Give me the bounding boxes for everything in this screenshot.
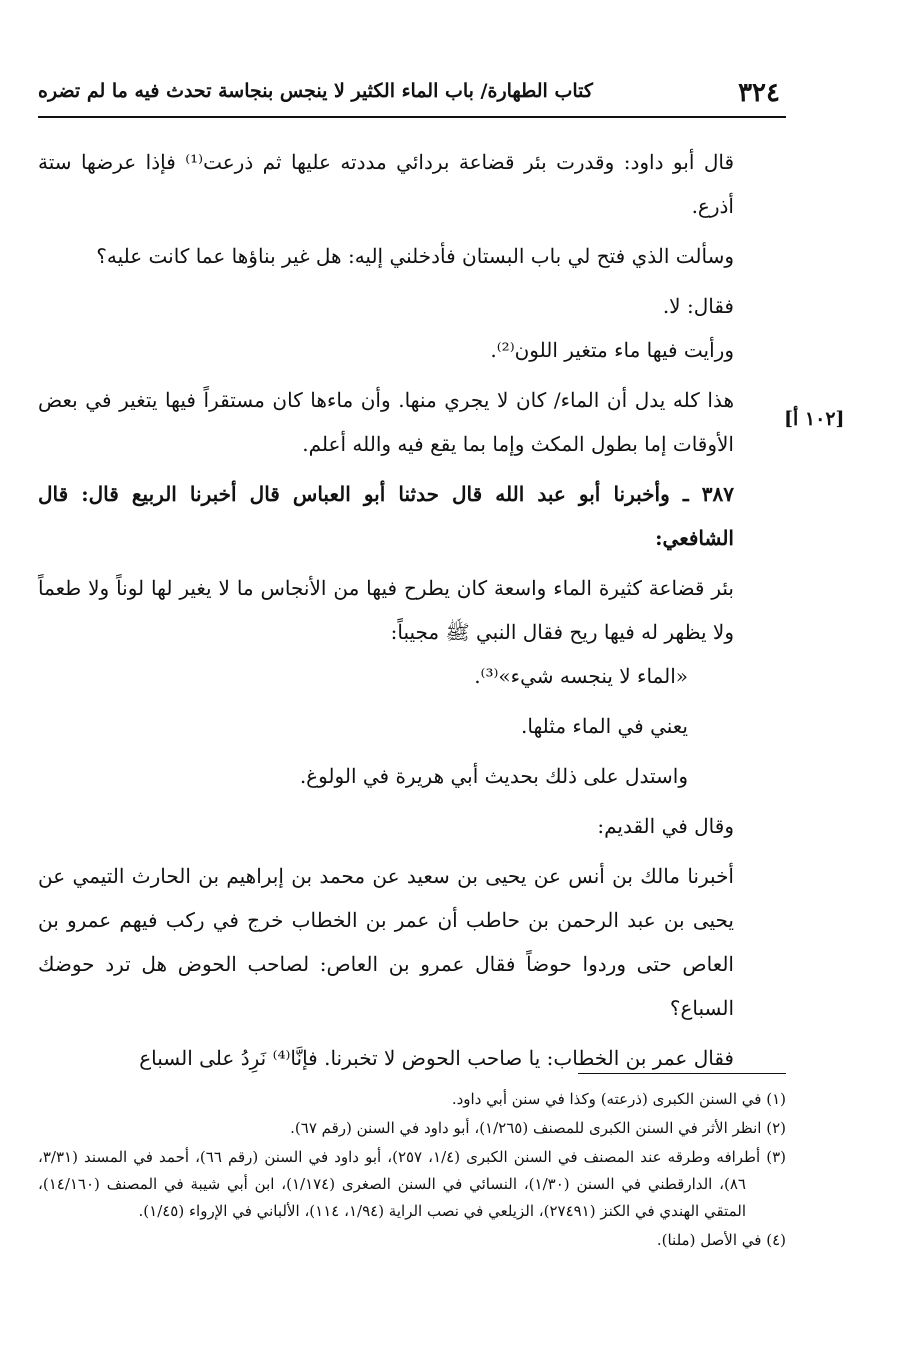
paragraph: وقال في القديم:	[597, 814, 734, 838]
footnotes	[38, 1086, 786, 1256]
main-text	[38, 140, 778, 1086]
footnote: (٢) انظر الأثر في السنن الكبرى للمصنف (١/٢٦٥)، أبو داود في السنن (رقم ٦٧).	[290, 1119, 786, 1137]
page-header	[38, 72, 786, 118]
footnote: (٤) في الأصل (ملنا).	[656, 1231, 786, 1249]
footnote: (١) في السنن الكبرى (ذرعته) وكذا في سنن أبي داود.	[451, 1090, 786, 1108]
running-title: كتاب الطهارة/ باب الماء الكثير لا ينجس بنجاسة تحدث فيه ما لم تضره	[38, 80, 593, 102]
manuscript-folio-marker: [١٠٢ أ]	[784, 408, 845, 430]
paragraph: وسألت الذي فتح لي باب البستان فأدخلني إليه: هل غير بناؤها عما كانت عليه؟	[96, 244, 734, 268]
paragraph: هذا كله يدل أن الماء/ كان لا يجري منها. وأن ماءها كان مستقراً فيها يتغير في بعض الأوقات إما بطول المكث وإما بما يقع فيه والله أعلم.	[38, 388, 734, 456]
paragraph: ورأيت فيها ماء متغير اللون⁽²⁾.	[490, 338, 734, 362]
hadith-number-paragraph: ٣٨٧ ـ وأخبرنا أبو عبد الله قال حدثنا أبو العباس قال أخبرنا الربيع قال: قال الشافعي:	[38, 482, 734, 550]
footnote: (٣) أطرافه وطرقه عند المصنف في السنن الكبرى (١/٤، ٢٥٧)، أبو داود في السنن (رقم ٦٦)، أحمد في المسند (٣/٣١، ٨٦)، الدارقطني في السنن (١/٣٠)، النسائي في السنن الصغرى (١/١٧٤)، ابن أبي شيبة في المصنف (١٤/١٦٠)، المتقي الهندي في الكنز (٢٧٤٩١)، الزيلعي في نصب الراية (١/٩٤، ١١٤)، الألباني في الإرواء (١/٤٥).	[38, 1148, 787, 1220]
paragraph: قال أبو داود: وقدرت بئر قضاعة بردائي مددته عليها ثم ذرعت⁽¹⁾ فإذا عرضها ستة أذرع.	[38, 150, 734, 218]
paragraph: أخبرنا مالك بن أنس عن يحيى بن سعيد عن محمد بن إبراهيم بن الحارث التيمي عن يحيى بن عبد الرحمن بن حاطب أن عمر بن الخطاب خرج في ركب فيهم عمرو بن العاص حتى وردوا حوضاً فقال عمرو بن العاص: لصاحب الحوض هل ترد حوضك السباع؟	[38, 864, 735, 1020]
paragraph: بئر قضاعة كثيرة الماء واسعة كان يطرح فيها من الأنجاس ما لا يغير لها لوناً ولا طعماً ولا يظهر له فيها ريح فقال النبي ﷺ مجيباً:	[38, 576, 734, 644]
quoted-hadith: «الماء لا ينجسه شيء»⁽³⁾.	[474, 664, 688, 688]
paragraph: واستدل على ذلك بحديث أبي هريرة في الولوغ.	[299, 764, 688, 788]
paragraph: فقال: لا.	[662, 294, 734, 318]
paragraph: فقال عمر بن الخطاب: يا صاحب الحوض لا تخبرنا. فإنَّا⁽⁴⁾ نَرِدُ على السباع	[139, 1046, 734, 1070]
footnote-separator	[578, 1073, 786, 1074]
paragraph: يعني في الماء مثلها.	[521, 714, 688, 738]
page-number: ٣٢٤	[738, 78, 780, 108]
